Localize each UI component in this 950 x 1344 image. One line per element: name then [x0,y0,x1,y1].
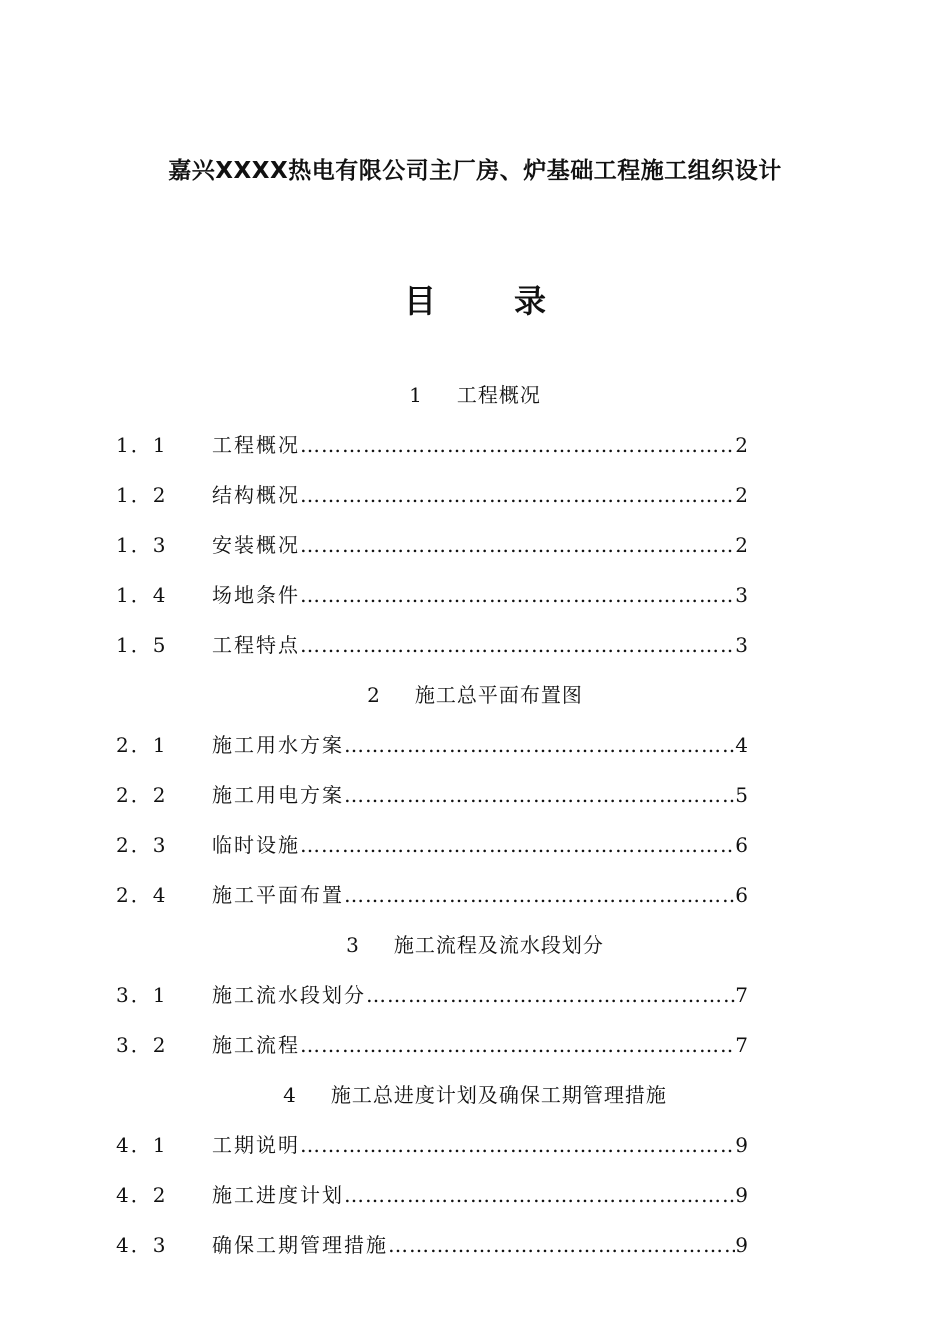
toc-entry-number: 4．1 [116,1133,168,1157]
toc-entry-number: 2．2 [116,783,168,807]
toc-leader-dots [300,470,735,520]
toc-entry-number: 1．1 [116,433,168,457]
toc-entry-page: 2 [735,433,748,457]
toc-entry-page: 6 [735,883,748,907]
toc-entry-1-5[interactable] [0,620,950,670]
toc-section-4[interactable] [0,1070,950,1120]
toc-leader-dots [344,720,735,770]
toc-leader-dots [300,520,735,570]
toc-leader-dots [300,620,735,670]
toc-entry-page: 3 [735,583,748,607]
toc-entry-2-4[interactable] [0,870,950,920]
toc-section-number: 2 [367,683,381,707]
toc-entry-title: 确保工期管理措施 [212,1233,388,1257]
toc-section-title: 施工总平面布置图 [414,683,583,707]
toc-entry-title: 工期说明 [212,1133,300,1157]
toc-entry-page: 5 [735,783,748,807]
toc-entry-title: 结构概况 [212,483,300,507]
toc-leader-dots [388,1220,735,1270]
toc-section-number: 1 [409,383,423,407]
toc-leader-dots [344,870,735,920]
toc-entry-title: 施工用电方案 [212,783,344,807]
toc-section-title: 施工总进度计划及确保工期管理措施 [330,1083,667,1107]
toc-entry-number: 1．4 [116,583,168,607]
toc-section-title: 工程概况 [456,383,541,407]
toc-entry-page: 2 [735,533,748,557]
toc-entry-page: 4 [735,733,748,757]
toc-entry-page: 7 [735,1033,748,1057]
toc-section-number: 4 [283,1083,297,1107]
toc-entry-page: 2 [735,483,748,507]
toc-entry-number: 1．2 [116,483,168,507]
toc-entry-title: 施工流程 [212,1033,300,1057]
toc-entry-number: 3．1 [116,983,168,1007]
toc-entry-2-2[interactable] [0,770,950,820]
toc-leader-dots [300,1020,735,1070]
toc-entry-number: 1．5 [116,633,168,657]
table-of-contents [0,370,950,1270]
toc-entry-1-3[interactable] [0,520,950,570]
toc-entry-title: 场地条件 [212,583,300,607]
toc-leader-dots [300,820,735,870]
toc-section-2[interactable] [0,670,950,720]
toc-entry-number: 4．3 [116,1233,168,1257]
toc-entry-page: 7 [735,983,748,1007]
toc-entry-title: 施工流水段划分 [212,983,366,1007]
toc-section-number: 3 [346,933,360,957]
toc-entry-1-1[interactable] [0,420,950,470]
toc-entry-title: 施工平面布置 [212,883,344,907]
toc-leader-dots [344,770,735,820]
toc-entry-page: 9 [735,1133,748,1157]
toc-entry-4-3[interactable] [0,1220,950,1270]
toc-entry-title: 施工进度计划 [212,1183,344,1207]
toc-entry-1-2[interactable] [0,470,950,520]
toc-entry-number: 2．4 [116,883,168,907]
toc-entry-2-1[interactable] [0,720,950,770]
toc-entry-title: 施工用水方案 [212,733,344,757]
toc-leader-dots [300,570,735,620]
toc-entry-number: 3．2 [116,1033,168,1057]
toc-entry-page: 9 [735,1233,748,1257]
toc-leader-dots [300,1120,735,1170]
toc-entry-2-3[interactable] [0,820,950,870]
toc-entry-4-2[interactable] [0,1170,950,1220]
toc-entry-page: 6 [735,833,748,857]
toc-section-3[interactable] [0,920,950,970]
toc-entry-number: 1．3 [116,533,168,557]
toc-entry-number: 2．1 [116,733,168,757]
toc-leader-dots [300,420,735,470]
toc-entry-page: 9 [735,1183,748,1207]
toc-entry-title: 临时设施 [212,833,300,857]
toc-entry-3-2[interactable] [0,1020,950,1070]
toc-leader-dots [366,970,735,1020]
toc-entry-page: 3 [735,633,748,657]
toc-entry-number: 2．3 [116,833,168,857]
toc-entry-title: 工程概况 [212,433,300,457]
toc-heading: 目录 [403,282,624,320]
document-title: 嘉兴XXXX热电有限公司主厂房、炉基础工程施工组织设计 [168,158,782,184]
toc-entry-4-1[interactable] [0,1120,950,1170]
toc-entry-title: 安装概况 [212,533,300,557]
toc-section-title: 施工流程及流水段划分 [393,933,604,957]
toc-section-1[interactable] [0,370,950,420]
toc-entry-title: 工程特点 [212,633,300,657]
toc-entry-3-1[interactable] [0,970,950,1020]
toc-entry-number: 4．2 [116,1183,168,1207]
toc-entry-1-4[interactable] [0,570,950,620]
toc-leader-dots [344,1170,735,1220]
